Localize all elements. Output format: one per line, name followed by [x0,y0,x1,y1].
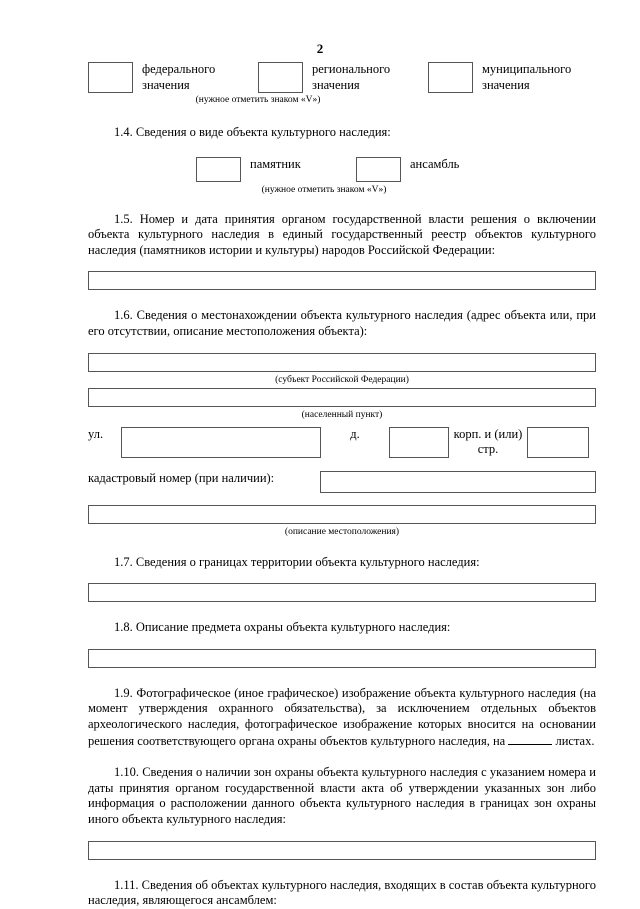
location-description-caption: (описание местоположения) [284,526,400,537]
section-1-9-text-after: листах. [555,733,595,748]
street-label: ул. [88,426,104,441]
object-type-option-ansambl[interactable] [356,157,459,182]
section-1-6-heading: 1.6. Сведения о местонахождении объекта культурного наследия (адрес объекта или, при его отсутствии, описание местоположения объекта): [88,308,596,338]
significance-option-regional[interactable] [258,62,428,93]
object-type-options-row [196,157,596,182]
significance-option-federal[interactable] [88,62,258,93]
location-description-input[interactable] [88,505,596,524]
section-1-11-heading: 1.11. Сведения об объектах культурного наследия, входящих в состав объекта культурного наследия, являющегося ансамблем: [88,877,596,908]
checkbox-federal-significance[interactable] [88,62,133,93]
checkbox-ansambl[interactable] [356,157,401,182]
street-input[interactable] [121,427,321,458]
cadastral-row [88,471,596,493]
significance-label-municipal: муниципального значения [482,62,572,92]
building-input[interactable] [527,427,589,458]
section-1-5-input[interactable] [88,271,596,290]
house-input[interactable] [389,427,449,458]
cadastral-input[interactable] [320,471,596,493]
document-content [88,62,596,909]
section-1-8-input[interactable] [88,649,596,668]
page-number: 2 [316,41,324,56]
checkbox-pamyatnik[interactable] [196,157,241,182]
subject-of-federation-input[interactable] [88,353,596,372]
object-type-label-pamyatnik: памятник [250,156,301,171]
section-1-8-heading: 1.8. Описание предмета охраны объекта культурного наследия: [114,620,451,635]
section-1-10-input[interactable] [88,841,596,860]
object-type-hint: (нужное отметить знаком «V») [261,184,387,195]
section-1-10-heading: 1.10. Сведения о наличии зон охраны объекта культурного наследия с указанием номера и даты принятия органом государственной власти акта об утверждении указанных зон либо информация о расположении данного объекта культурного наследия в границах зон охраны иного объекта культурного наследия: [88,765,596,826]
building-label: корп. и (или) стр. [453,426,523,457]
checkbox-municipal-significance[interactable] [428,62,473,93]
significance-option-municipal[interactable] [428,62,596,93]
significance-label-federal: федерального значения [142,62,216,92]
address-row [88,427,596,458]
section-1-7-input[interactable] [88,583,596,602]
cadastral-label: кадастровый номер (при наличии): [88,470,275,485]
significance-hint: (нужное отметить знаком «V») [195,95,321,105]
significance-options-row [88,62,596,93]
checkbox-regional-significance[interactable] [258,62,303,93]
settlement-input[interactable] [88,388,596,407]
object-type-option-pamyatnik[interactable] [196,157,356,182]
significance-label-regional: регионального значения [312,62,391,92]
section-1-9-sheets-blank[interactable] [508,733,552,745]
section-1-9-heading [88,686,596,749]
section-1-9-text-before: 1.9. Фотографическое (иное графическое) изображение объекта культурного наследия (на момент утверждения охранного обязательства), за исключением отдельных объектов археологического наследия, фотографическое изображение которых вносится на основании решения соответствующего органа охраны объектов культурного наследия, на [88,685,596,748]
section-1-4-heading: 1.4. Сведения о виде объекта культурного наследия: [114,125,391,139]
section-1-5-heading: 1.5. Номер и дата принятия органом государственной власти решения о включении объекта культурного наследия в единый государственный реестр объектов культурного наследия (памятников истории и культуры) народов Российской Федерации: [88,211,596,257]
section-1-7-heading: 1.7. Сведения о границах территории объекта культурного наследия: [114,554,480,569]
house-label: д. [350,426,360,441]
object-type-label-ansambl: ансамбль [410,156,460,171]
subject-of-federation-caption: (субъект Российской Федерации) [275,374,409,385]
settlement-caption: (населенный пункт) [301,409,383,420]
